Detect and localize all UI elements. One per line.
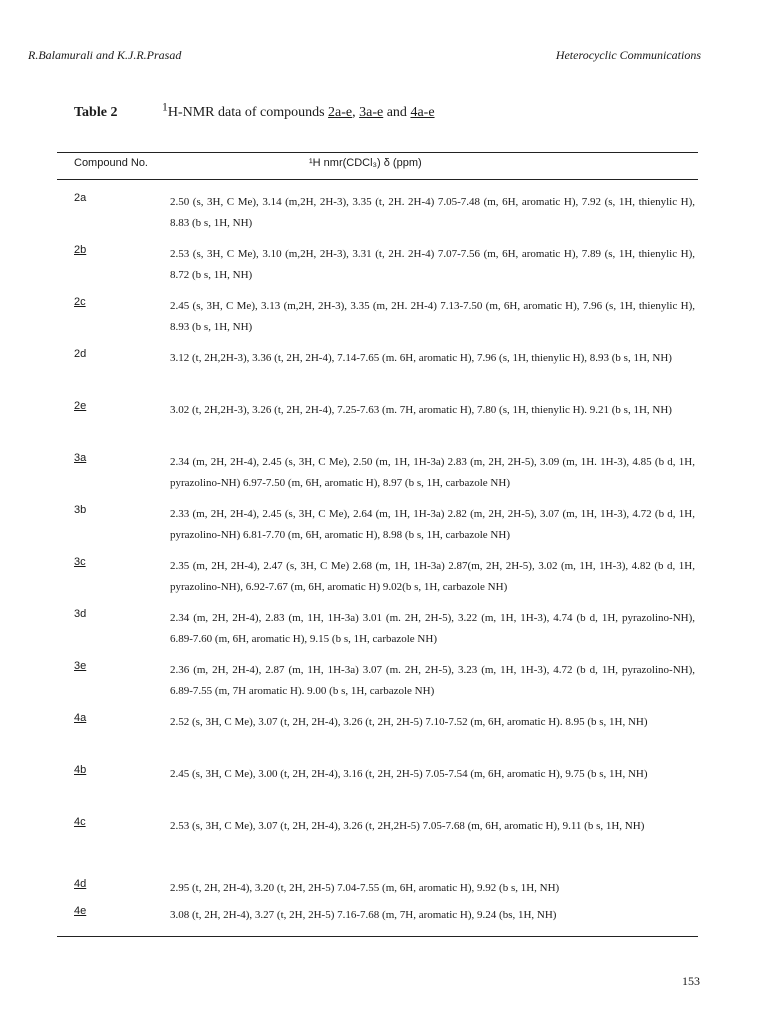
compound-id: 2e: [74, 400, 87, 412]
ref-3a-e: 3a-e: [359, 104, 384, 120]
table-caption: [74, 100, 435, 121]
nmr-data: 2.45 (s, 3H, C Me), 3.13 (m,2H, 2H-3), 3.35 (m, 2H. 2H-4) 7.13-7.50 (m, 6H, aromatic H), 7.96 (s, 1H, thienylic H), 8.93 (b s, 1H, NH): [170, 300, 695, 333]
nmr-data: 2.53 (s, 3H, C Me), 3.10 (m,2H, 2H-3), 3.31 (t, 2H. 2H-4) 7.07-7.56 (m, 6H, aromatic H), 7.89 (s, 1H, thienylic H), 8.72 (b s, 1H, NH): [170, 248, 695, 281]
compound-id: 2b: [74, 244, 87, 256]
compound-id: 4a: [74, 712, 87, 724]
nmr-data: 2.50 (s, 3H, C Me), 3.14 (m,2H, 2H-3), 3.35 (t, 2H. 2H-4) 7.05-7.48 (m, 6H, aromatic H), 7.92 (s, 1H, thienylic H), 8.83 (b s, 1H, NH): [170, 196, 695, 229]
compound-id: 2a: [74, 192, 87, 204]
nmr-data: 2.34 (m, 2H, 2H-4), 2.45 (s, 3H, C Me), 2.50 (m, 1H, 1H-3a) 2.83 (m, 2H, 2H-5), 3.09 (m, 1H. 1H-3), 4.85 (b d, 1H, pyrazolino-NH) 6.97-7.50 (m, 6H, aromatic H), 8.97 (b s, 1H, carbazole NH): [170, 456, 695, 489]
nmr-data: 2.34 (m, 2H, 2H-4), 2.83 (m, 1H, 1H-3a) 3.01 (m. 2H, 2H-5), 3.22 (m, 1H, 1H-3), 4.74 (b d, 1H, pyrazolino-NH), 6.89-7.60 (m, 6H, aromatic H), 9.15 (b s, 1H, carbazole NH): [170, 612, 695, 645]
table-top-rule: [57, 152, 698, 153]
table-bottom-rule: [57, 936, 698, 937]
table-title: [162, 100, 435, 120]
compound-id: 3d: [74, 608, 87, 620]
column-header-compound: Compound No.: [74, 157, 148, 169]
page-number: 153: [682, 974, 700, 988]
ref-4a-e: 4a-e: [410, 104, 435, 120]
table-header-rule: [57, 179, 698, 180]
nmr-data: 2.33 (m, 2H, 2H-4), 2.45 (s, 3H, C Me), 2.64 (m, 1H, 1H-3a) 2.82 (m, 2H, 2H-5), 3.07 (m, 1H, 1H-3), 4.72 (b d, 1H, pyrazolino-NH) 6.81-7.70 (m, 6H, aromatic H), 8.98 (b s, 1H, carbazole NH): [170, 508, 695, 541]
table-label: Table 2: [74, 104, 118, 120]
compound-id: 4c: [74, 816, 86, 828]
compound-id: 4d: [74, 878, 87, 890]
column-header-nmr: ¹H nmr(CDCl₃) δ (ppm): [309, 157, 422, 169]
nmr-data: 2.36 (m, 2H, 2H-4), 2.87 (m, 1H, 1H-3a) 3.07 (m. 2H, 2H-5), 3.23 (m, 1H, 1H-3), 4.72 (b d, 1H, pyrazolino-NH), 6.89-7.55 (m, 7H aromatic H). 9.00 (b s, 1H, carbazole NH): [170, 664, 695, 697]
compound-id: 3c: [74, 556, 86, 568]
header-journal: Heterocyclic Communications: [555, 48, 701, 62]
running-header: [28, 48, 701, 66]
nmr-data: 3.12 (t, 2H,2H-3), 3.36 (t, 2H, 2H-4), 7.14-7.65 (m. 6H, aromatic H), 7.96 (s, 1H, thienylic H), 8.93 (b s, 1H, NH): [170, 352, 672, 364]
nmr-data: 3.08 (t, 2H, 2H-4), 3.27 (t, 2H, 2H-5) 7.16-7.68 (m, 7H, aromatic H), 9.24 (bs, 1H, NH): [170, 909, 557, 921]
nmr-data: 2.95 (t, 2H, 2H-4), 3.20 (t, 2H, 2H-5) 7.04-7.55 (m, 6H, aromatic H), 9.92 (b s, 1H, NH): [170, 882, 560, 894]
caption-sep-2: and: [383, 104, 411, 120]
nmr-data: 2.52 (s, 3H, C Me), 3.07 (t, 2H, 2H-4), 3.26 (t, 2H, 2H-5) 7.10-7.52 (m, 6H, aromatic H). 8.95 (b s, 1H, NH): [170, 716, 648, 728]
superscript-one: 1: [162, 100, 168, 113]
caption-prefix: H-NMR data of compounds: [167, 104, 329, 120]
nmr-data: 3.02 (t, 2H,2H-3), 3.26 (t, 2H, 2H-4), 7.25-7.63 (m. 7H, aromatic H), 7.80 (s, 1H, thienylic H). 9.21 (b s, 1H, NH): [170, 404, 672, 416]
nmr-data: 2.45 (s, 3H, C Me), 3.00 (t, 2H, 2H-4), 3.16 (t, 2H, 2H-5) 7.05-7.54 (m, 6H, aromatic H), 9.75 (b s, 1H, NH): [170, 768, 648, 780]
compound-id: 4e: [74, 905, 87, 917]
compound-id: 3a: [74, 452, 87, 464]
compound-id: 2c: [74, 296, 86, 308]
ref-2a-e: 2a-e: [328, 104, 353, 120]
nmr-data: 2.53 (s, 3H, C Me), 3.07 (t, 2H, 2H-4), 3.26 (t, 2H,2H-5) 7.05-7.68 (m, 6H, aromatic H), 9.11 (b s, 1H, NH): [170, 820, 645, 832]
header-authors: R.Balamurali and K.J.R.Prasad: [28, 48, 182, 62]
compound-id: 4b: [74, 764, 87, 776]
compound-id: 3e: [74, 660, 87, 672]
compound-id: 3b: [74, 504, 87, 516]
nmr-data: 2.35 (m, 2H, 2H-4), 2.47 (s, 3H, C Me) 2.68 (m, 1H, 1H-3a) 2.87(m, 2H, 2H-5), 3.02 (m, 1H, 1H-3), 4.82 (b d, 1H, pyrazolino-NH), 6.92-7.67 (m, 6H, aromatic H) 9.02(b s, 1H, carbazole NH): [170, 560, 695, 593]
compound-id: 2d: [74, 348, 87, 360]
caption-sep-1: ,: [352, 104, 360, 120]
